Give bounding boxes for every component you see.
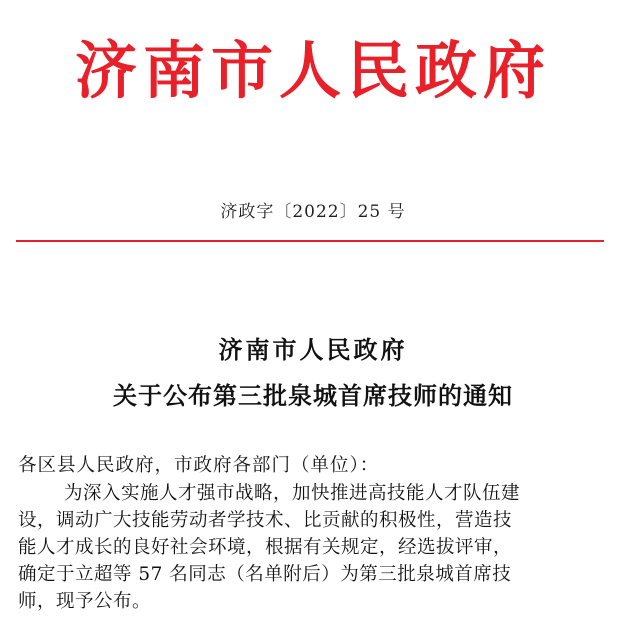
salutation: 各区县人民政府，市政府各部门（单位）：: [18, 455, 380, 476]
paragraph-line: 确定于立超等 57 名同志（名单附后）为第三批泉城首席技: [18, 564, 512, 585]
red-header-issuer: 济南市人民政府: [74, 34, 551, 107]
paragraph-line: 能人才成长的良好社会环境，根据有关规定，经选拔评审，: [18, 537, 513, 558]
document-number: 济政字〔2022〕25 号: [220, 202, 406, 222]
paragraph-line: 设，调动广大技能劳动者学技术、比贡献的积极性，营造技: [18, 510, 513, 531]
paragraph-line: 师，现予公布。: [18, 591, 152, 612]
title-line-1: 济南市人民政府: [218, 335, 408, 364]
red-divider-line: [16, 240, 604, 242]
paragraph-line: 为深入实施人才强市战略，加快推进高技能人才队伍建: [64, 483, 521, 504]
title-line-2: 关于公布第三批泉城首席技师的通知: [113, 381, 513, 410]
